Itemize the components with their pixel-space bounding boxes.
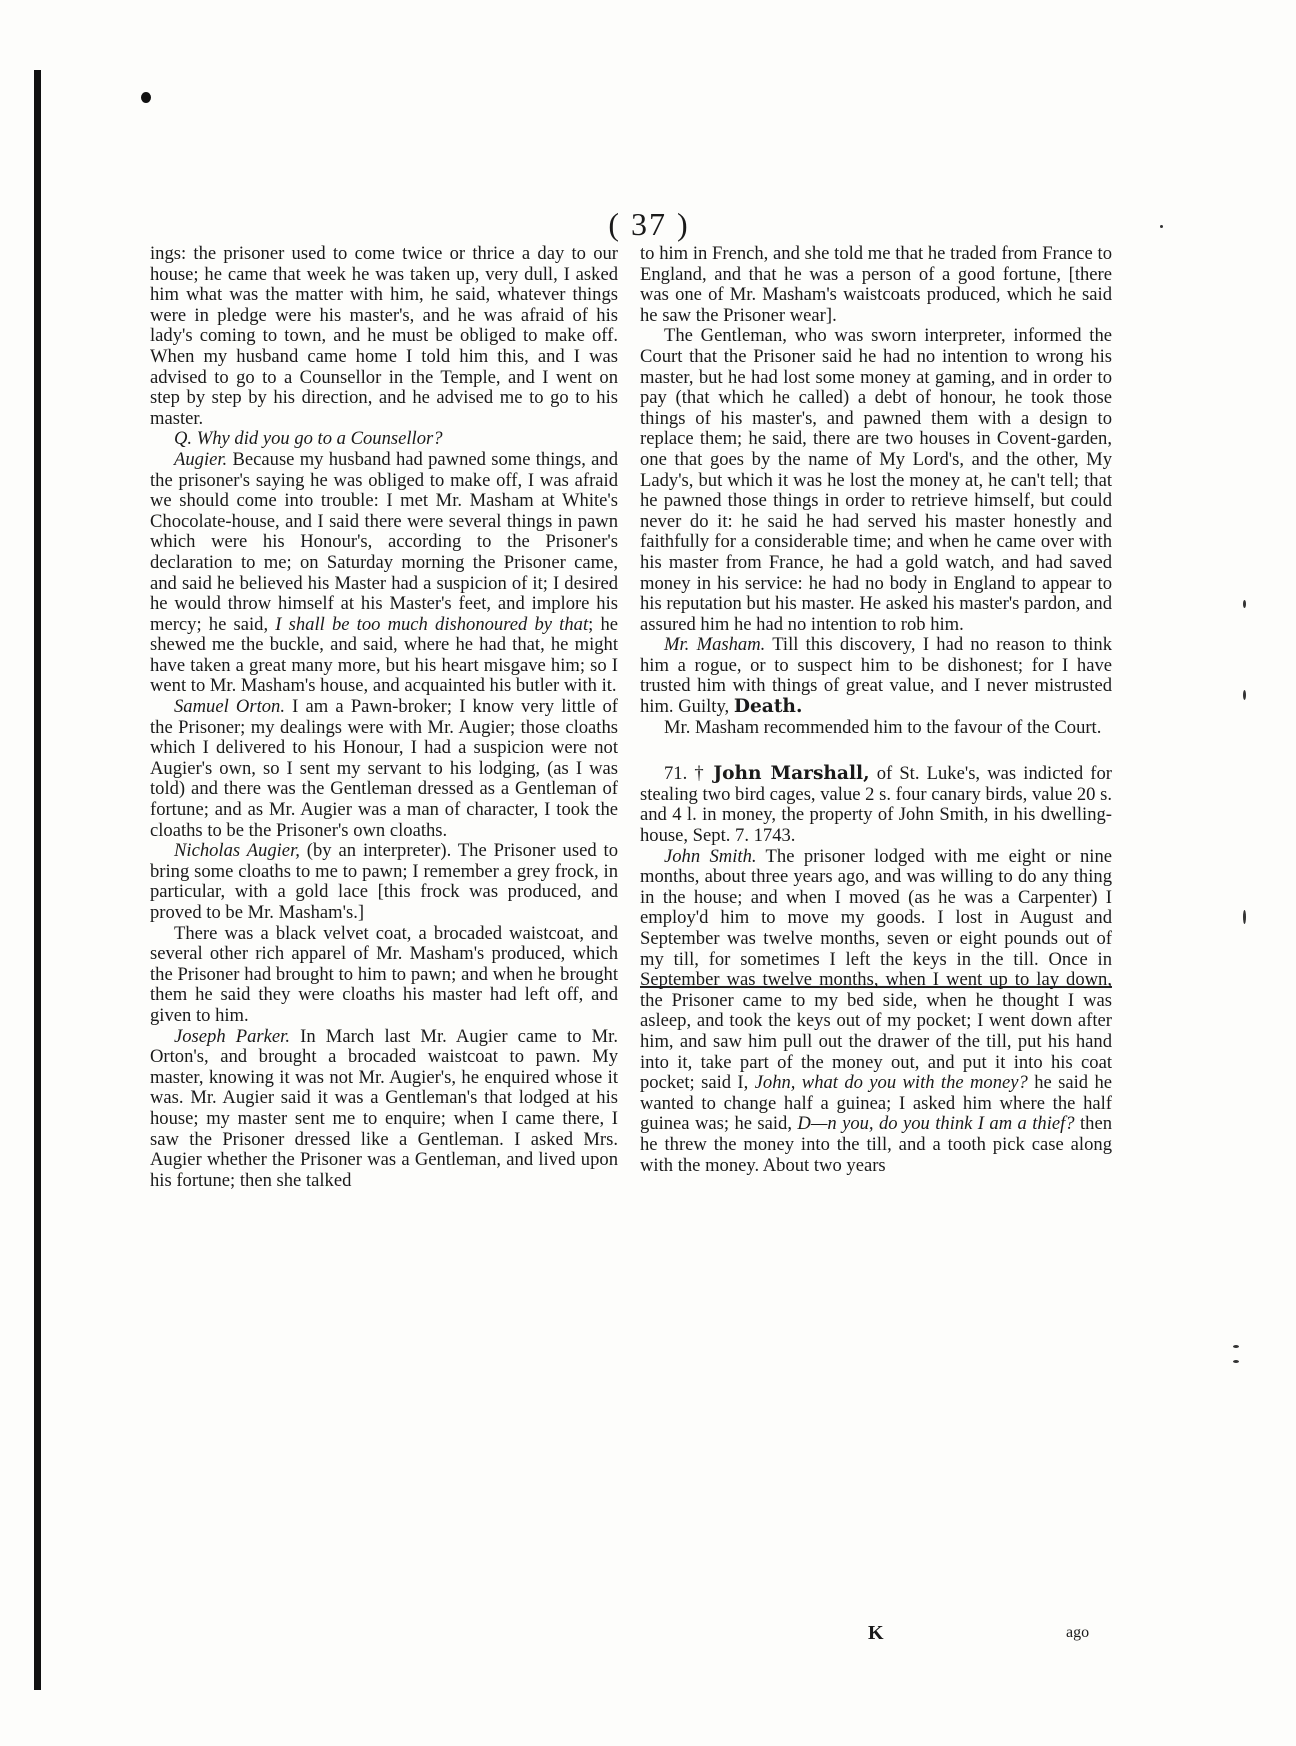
testimony-paragraph: Augier. Because my husband had pawned some things, and the prisoner's saying he was obliged to make off, I was afraid we should come into trouble: I met Mr. Masham at White's Chocolate-house, and I said there were several things in pawn which were his Honour's, according to the Prisoner's declaration to me; on Saturday morning the Prisoner came, and said he believed his Master had a suspicion of it; I desired he would throw himself at his Master's feet, and implore his mercy; he said, I shall be too much dishonoured by that; he shewed me the buckle, and said, where he had that, he might have taken a great many more, but his heart misgave him; so I went to Mr. Masham's house, and acquainted his butler with it. <box>150 448 618 697</box>
testimony-paragraph: Samuel Orton. I am a Pawn-broker; I know very little of the Prisoner; my dealings were with Mr. Augier; those cloaths which I delivered to his Honour, I had a suspicion were not Augier's own, so I sent my servant to his lodging, (as I was told) and there was the Gentleman dressed as a Gentleman of fortune; and as Mr. Augier was a man of character, I took the cloaths to be the Prisoner's own cloaths. <box>150 696 618 841</box>
catchword: ago <box>1066 1624 1090 1641</box>
paragraph: There was a black velvet coat, a brocaded waistcoat, and several other rich apparel of Mr. Masham's produced, which the Prisoner had brought to him to pawn; and when he brought them he said they were cloaths his master had left off, and given to him. <box>150 922 618 1026</box>
verdict: Death. <box>733 696 803 718</box>
speck <box>1243 910 1246 924</box>
speaker-name: Samuel Orton. <box>174 696 285 718</box>
speaker-name: Mr. Masham. <box>664 634 766 656</box>
left-column <box>150 244 618 1191</box>
paragraph: ings: the prisoner used to come twice or thrice a day to our house; he came that week he was taken up, very dull, I asked him what was the matter with him, he said, whatever things were in pledge were his master's, and he was afraid of his lady's coming to town, and he must be obliged to make off. When my husband came home I told him this, and I was advised to go to a Counsellor in the Temple, and I went on step by step by his direction, and he advised me to go to his master. <box>150 243 618 429</box>
defendant-name: John Marshall, <box>713 763 870 785</box>
testimony-paragraph: Joseph Parker. In March last Mr. Augier came to Mr. Orton's, and brought a brocaded waistcoat to pawn. My master, knowing it was not Mr. Augier's, he enquired whose it was. Mr. Augier said it was a Gentleman's that lodged at his house; my master sent me to enquire; when I came there, I saw the Prisoner dressed like a Gentleman. I asked Mrs. Augier whether the Prisoner was a Gentleman, and lived upon his fortune; then she talked <box>150 1025 618 1191</box>
speaker-name: Nicholas Augier, <box>174 840 300 862</box>
testimony-paragraph: Nicholas Augier, (by an interpreter). The Prisoner used to bring some cloaths to me to pawn; I remember a grey frock, in particular, with a gold lace [this frock was produced, and proved to be Mr. Masham's.] <box>150 840 618 923</box>
section-divider <box>640 986 1112 988</box>
testimony-paragraph: John Smith. The prisoner lodged with me eight or nine months, about three years ago, and was willing to do any thing in the house; and when I moved (as he was a Carpenter) I employ'd him to move my goods. I lost in August and September was twelve months, seven or eight pounds out of my till, for sometimes I left the keys in the till. Once in September was twelve months, when I went up to lay down, the Prisoner came to my bed side, when he thought I was asleep, and took the keys out of my pocket; I went down after him, and saw him pull out the drawer of the till, put his hand into it, take part of the money out, and put it into his coat pocket; said I, John, what do you with the money? he said he wanted to change half a guinea; I asked him where the half guinea was; he said, D—n you, do you think I am a thief? then he threw the money into the till, and a tooth pick case along with the money. About two years <box>640 845 1113 1176</box>
binding-edge-shadow <box>34 70 41 1690</box>
speck <box>1233 1360 1239 1363</box>
speaker-name: Joseph Parker. <box>174 1025 290 1047</box>
paragraph: to him in French, and she told me that he traded from France to England, and that he was a person of a good fortune, [there was one of Mr. Masham's waistcoats produced, which he said he saw the Prisoner wear]. <box>640 243 1112 326</box>
speck <box>1243 600 1246 608</box>
right-column <box>640 244 1112 1176</box>
testimony-paragraph: Mr. Masham. Till this discovery, I had no reason to think him a rogue, or to suspect him to be dishonest; for I have trusted him with things of great value, and I never mistrusted him. Guilty, Death. <box>640 634 1113 718</box>
page-number: ( 37 ) <box>608 206 690 242</box>
speaker-name: Augier. <box>174 448 228 470</box>
question-paragraph: Q. Why did you go to a Counsellor? <box>174 428 443 450</box>
speck <box>1243 690 1246 700</box>
paragraph: The Gentleman, who was sworn interpreter, informed the Court that the Prisoner said he had no intention to wrong his master, but he had lost some money at gaming, and in order to pay (that which he called) a debt of honour, he took those things of his master's, and pawned them with a design to replace them; he said, there are two houses in Covent-garden, one that goes by the name of My Lord's, and the other, My Lady's, but which it was he lost the money at, he can't tell; that he pawned those things in order to retrieve himself, but could never do it: he said he had served his master honestly and faithfully for a considerable time; and when he came over with his master from France, he had a gold watch, and had saved money in his service: he had no body in England to appear to his reputation but his master. He asked his master's pardon, and assured him he had no intention to rob him. <box>640 325 1112 635</box>
ink-blot <box>141 92 151 103</box>
speck <box>1160 225 1163 228</box>
speck <box>1233 1345 1239 1348</box>
paragraph: Mr. Masham recommended him to the favour of the Court. <box>664 716 1102 738</box>
speaker-name: John Smith. <box>664 845 757 867</box>
case-heading: 71. † John Marshall, of St. Luke's, was indicted for stealing two bird cages, value 2 s. four canary birds, value 20 s. and 4 l. in money, the property of John Smith, in his dwelling-house, Sept. 7. 1743. <box>640 763 1112 847</box>
signature-mark: K <box>868 1622 884 1644</box>
